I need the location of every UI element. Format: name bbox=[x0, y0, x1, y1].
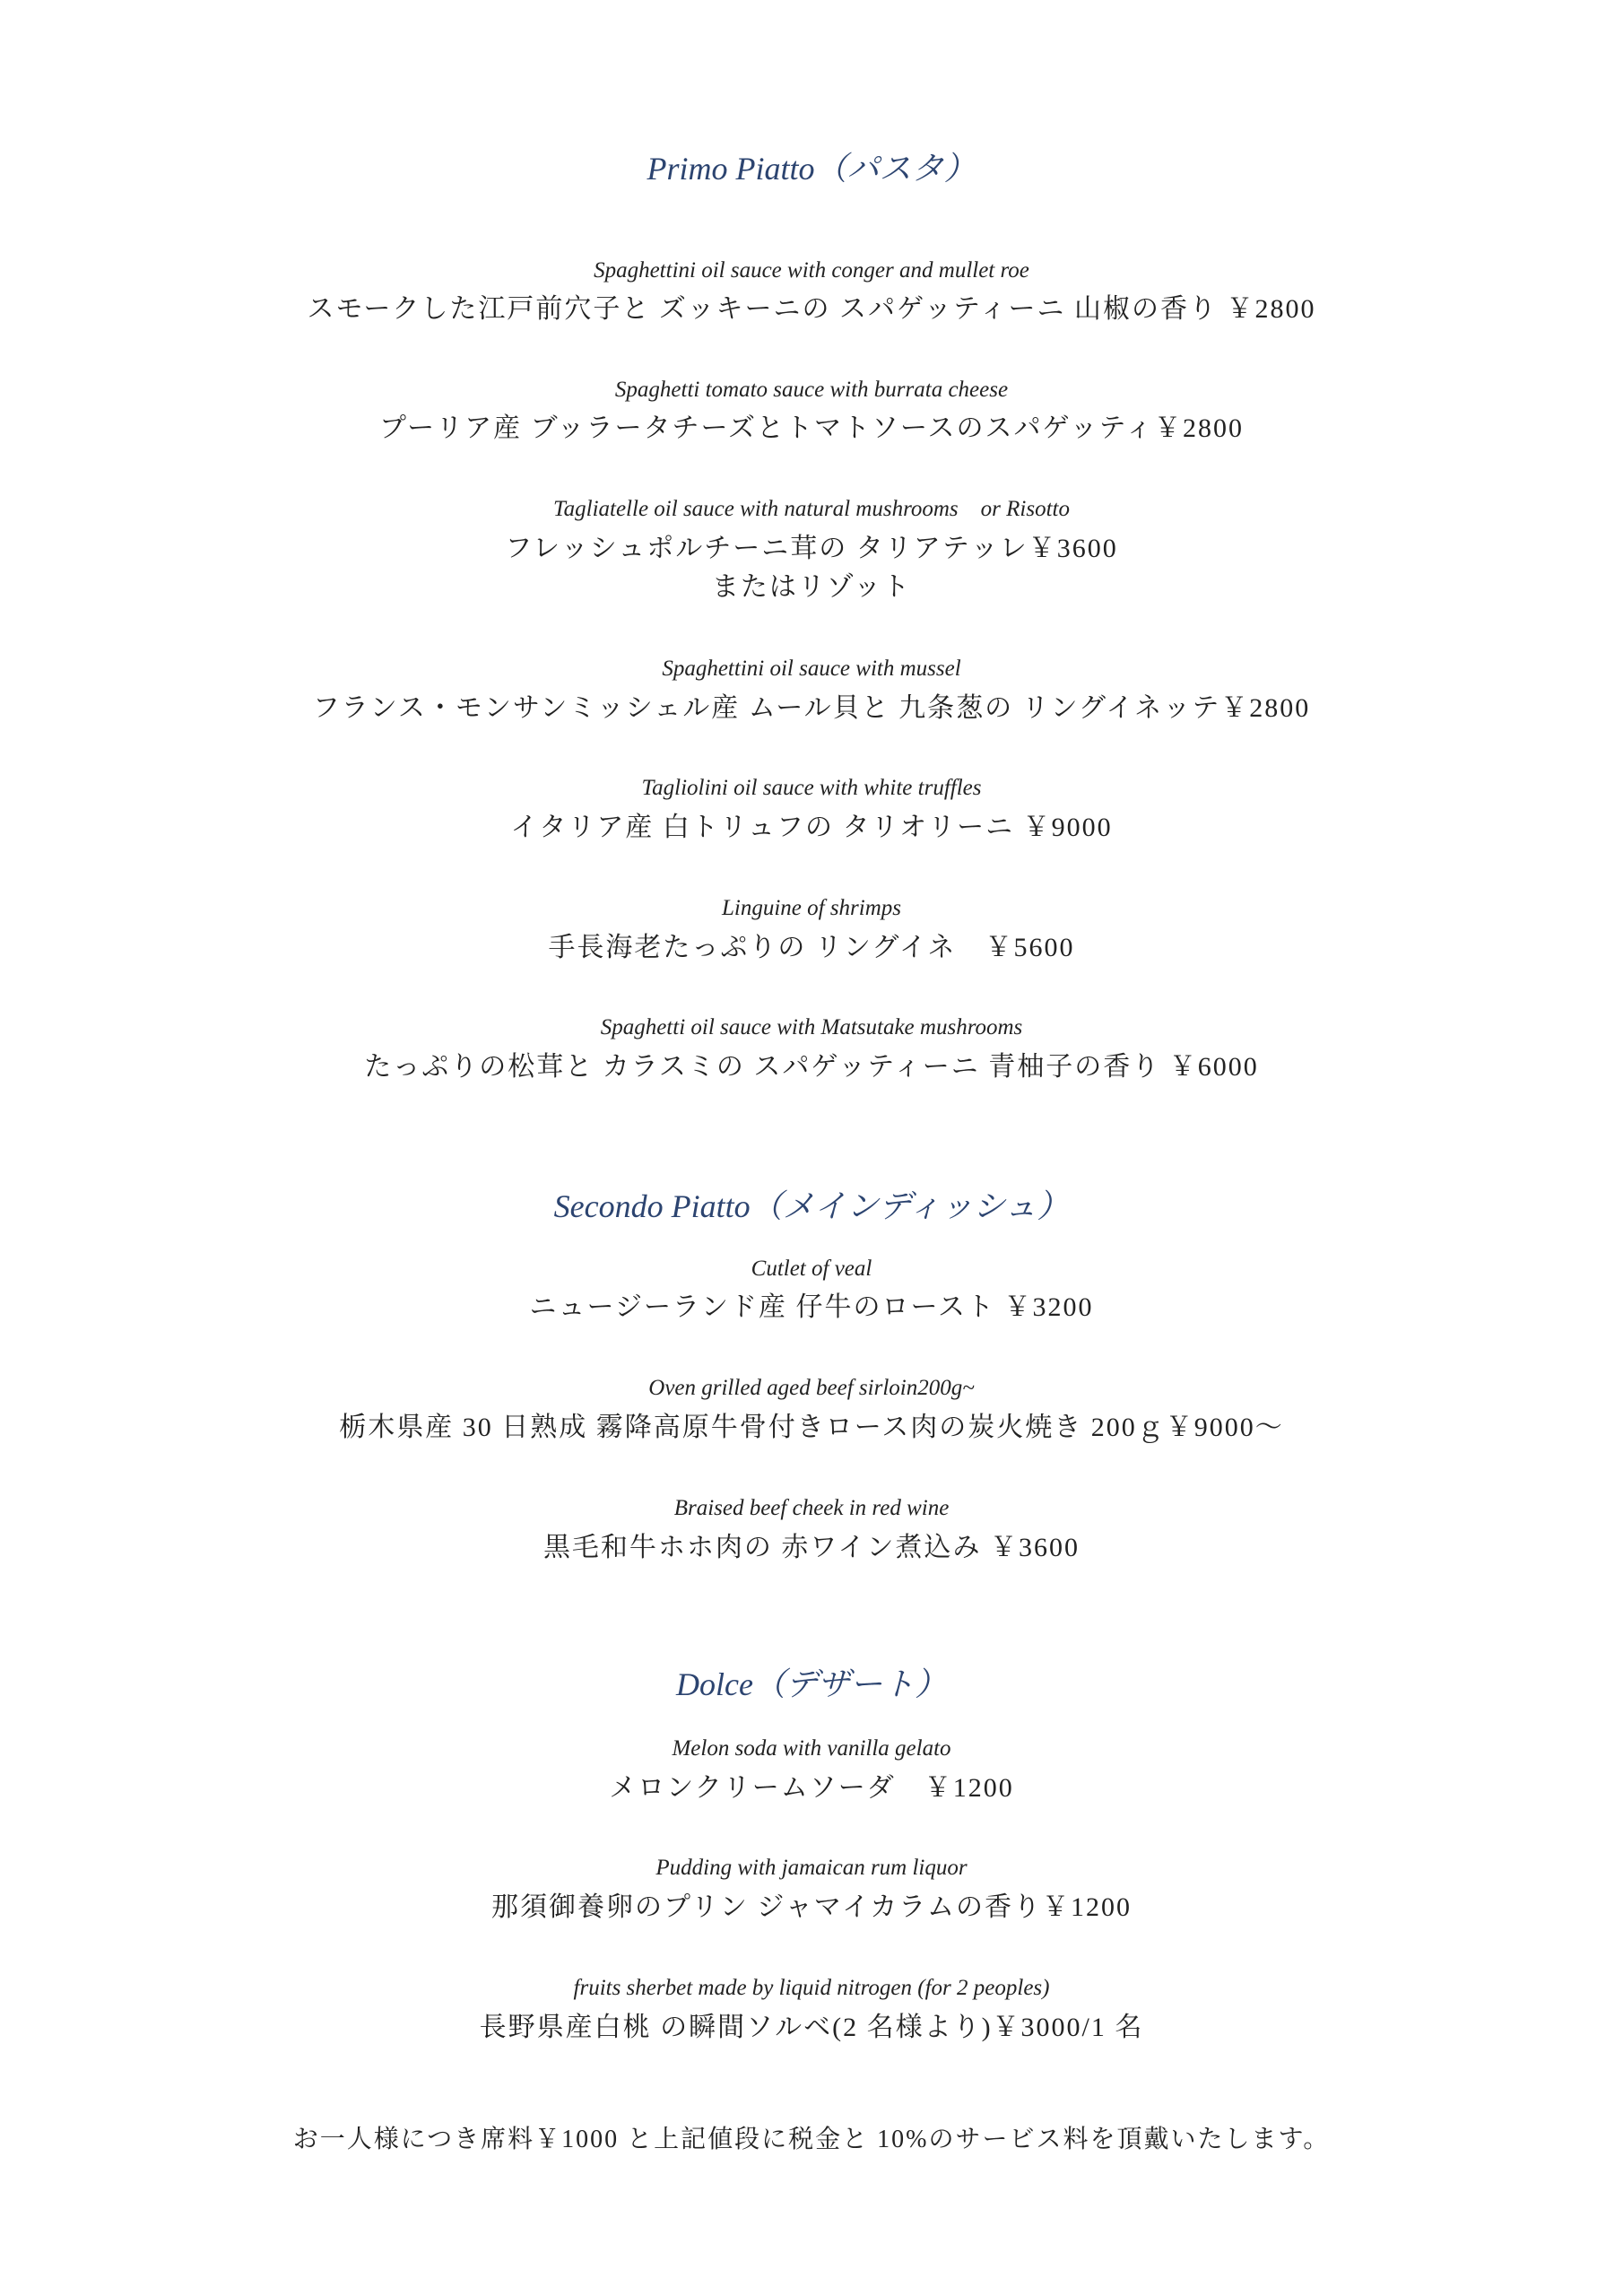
menu-item-en: Braised beef cheek in red wine bbox=[673, 1496, 950, 1520]
menu-item-en: Oven grilled aged beef sirloin200g~ bbox=[648, 1376, 975, 1400]
menu-item-jp: ニュージーランド産 仔牛のロースト ￥3200 bbox=[529, 1292, 1094, 1322]
menu-item-en: Pudding with jamaican rum liquor bbox=[655, 1856, 968, 1880]
menu-item-jp-alt: またはリゾット bbox=[711, 572, 912, 602]
menu-item-jp: 栃木県産 30 日熟成 霧降高原牛骨付きロース肉の炭火焼き 200ｇ￥9000～ bbox=[339, 1413, 1284, 1442]
section-title-dolce: Dolce（デザート） bbox=[676, 1666, 947, 1702]
menu-item-jp: たっぷりの松茸と カラスミの スパゲッティーニ 青柚子の香り ￥6000 bbox=[364, 1052, 1259, 1082]
section-title-secondo: Secondo Piatto（メインディッシュ） bbox=[553, 1188, 1070, 1224]
menu-item-jp: 黒毛和牛ホホ肉の 赤ワイン煮込み ￥3600 bbox=[542, 1533, 1081, 1562]
menu-item-jp: フランス・モンサンミッシェル産 ムール貝と 九条葱の リングイネッテ￥2800 bbox=[312, 693, 1311, 723]
menu-item-en: Tagliatelle oil sauce with natural mushrooms or Risotto bbox=[553, 497, 1070, 521]
menu-item-en: Cutlet of veal bbox=[751, 1257, 872, 1281]
service-charge-note: お一人様につき席料￥1000 と上記値段に税金と 10%のサービス料を頂戴いたします。 bbox=[292, 2126, 1331, 2153]
menu-item-en: Spaghettini oil sauce with conger and mullet roe bbox=[594, 258, 1029, 283]
menu-item-en: Spaghetti tomato sauce with burrata cheese bbox=[614, 378, 1009, 402]
section-title-primo: Primo Piatto（パスタ） bbox=[647, 151, 976, 187]
menu-item-jp: フレッシュポルチーニ茸の タリアテッレ￥3600 bbox=[505, 534, 1118, 563]
menu-item-jp: 手長海老たっぷりの リングイネ ￥5600 bbox=[548, 933, 1075, 962]
menu-item-en: Linguine of shrimps bbox=[721, 896, 902, 920]
menu-item-jp: イタリア産 白トリュフの タリオリーニ ￥9000 bbox=[510, 813, 1113, 842]
menu-item-en: fruits sherbet made by liquid nitrogen (for 2 peoples) bbox=[573, 1976, 1050, 2000]
menu-item-en: Tagliolini oil sauce with white truffles bbox=[641, 776, 982, 800]
menu-item-jp: 長野県産白桃 の瞬間ソルベ(2 名様より)￥3000/1 名 bbox=[479, 2013, 1144, 2042]
menu-item-jp: メロンクリームソーダ ￥1200 bbox=[609, 1773, 1014, 1803]
menu-item-en: Spaghettini oil sauce with mussel bbox=[662, 657, 961, 681]
menu-item-en: Spaghetti oil sauce with Matsutake mushrooms bbox=[600, 1015, 1023, 1039]
menu-item-en: Melon soda with vanilla gelato bbox=[672, 1736, 951, 1761]
menu-item-jp: 那須御養卵のプリン ジャマイカラムの香り￥1200 bbox=[491, 1892, 1132, 1922]
menu-item-jp: スモークした江戸前穴子と ズッキーニの スパゲッティーニ 山椒の香り ￥2800 bbox=[307, 294, 1316, 324]
menu-item-jp: プーリア産 ブッラータチーズとトマトソースのスパゲッティ￥2800 bbox=[379, 413, 1244, 443]
